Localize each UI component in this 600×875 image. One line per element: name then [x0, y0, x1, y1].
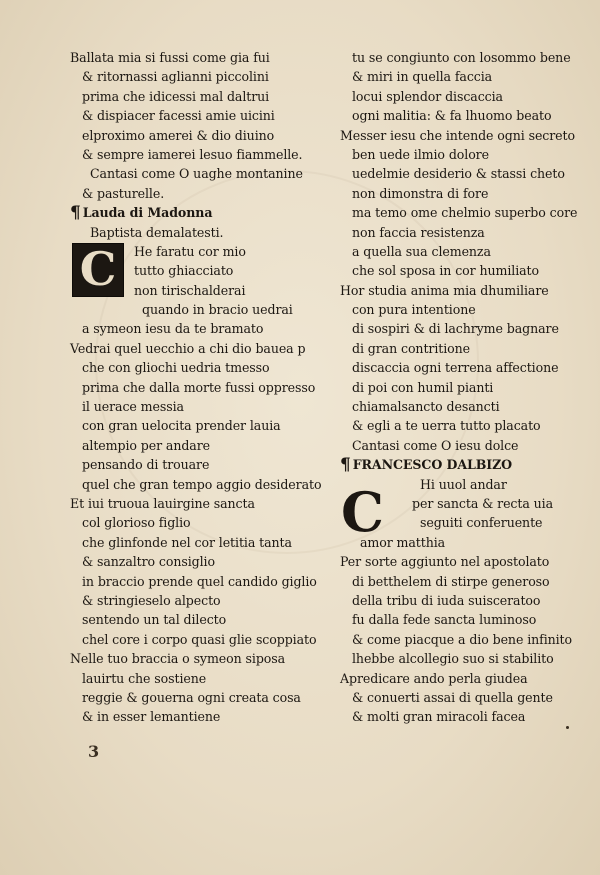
text-line: che con gliochi uedria tmesso [82, 360, 270, 376]
decorated-initial: C [72, 243, 124, 297]
text-line: chel core i corpo quasi glie scoppiato [82, 631, 317, 647]
section-heading: ¶ FRANCESCO DALBIZO [340, 455, 513, 476]
text-line: ma temo ome chelmio superbo core [352, 205, 578, 221]
text-line: seguiti conferuente [420, 515, 543, 531]
text-line: Cantasi come O uaghe montanine [90, 166, 303, 182]
large-initial: C [341, 480, 384, 544]
text-line: che glinfonde nel cor letitia tanta [82, 534, 292, 550]
left-column [70, 48, 330, 727]
text-line: non tirischalderai [134, 282, 246, 298]
text-line: lauirtu che sostiene [82, 670, 207, 686]
text-line: Vedrai quel uecchio a chi dio bauea p [70, 340, 306, 356]
text-line: He faratu cor mio [134, 243, 246, 259]
text-line: Messer iesu che intende ogni secreto [340, 127, 575, 143]
text-line: locui splendor discaccia [352, 88, 503, 104]
text-line: Et iui truoua lauirgine sancta [70, 495, 255, 511]
text-line: Cantasi come O iesu dolce [352, 437, 519, 453]
text-line: pensando di trouare [82, 457, 210, 473]
text-line: uedelmie desiderio & stassi cheto [352, 166, 565, 182]
text-line: della tribu di iuda suisceratoo [352, 592, 541, 608]
text-line: & stringieselo alpecto [82, 592, 221, 608]
text-line: di betthelem di stirpe generoso [352, 573, 550, 589]
text-line: lhebbe alcollegio suo si stabilito [352, 651, 554, 667]
text-line: & dispiacer facessi amie uicini [82, 108, 275, 124]
text-line: & sanzaltro consiglio [82, 554, 215, 570]
signature-mark: 3 [88, 742, 100, 761]
text-line: & conuerti assai di quella gente [352, 689, 553, 705]
text-line: & miri in quella faccia [352, 69, 493, 85]
pilcrow-icon: ¶ [340, 455, 351, 476]
text-line: con pura intentione [352, 302, 476, 318]
text-line: & egli a te uerra tutto placato [352, 418, 541, 434]
text-line: & pasturelle. [82, 185, 165, 201]
text-line: Ballata mia si fussi come gia fui [70, 50, 270, 65]
text-line: & sempre iamerei lesuo fiammelle. [82, 146, 303, 162]
text-line: Apredicare ando perla giudea [340, 670, 528, 686]
pilcrow-icon: ¶ [70, 203, 81, 224]
text-line: tutto ghiacciato [134, 263, 234, 279]
text-line: di sospiri & di lachryme bagnare [352, 321, 559, 337]
text-line: ogni malitia: & fa lhuomo beato [352, 108, 552, 124]
text-line: & molti gran miracoli facea [352, 709, 526, 725]
text-line: & in esser lemantiene [82, 709, 221, 725]
text-line: in braccio prende quel candido giglio [82, 573, 317, 589]
text-line: Per sorte aggiunto nel apostolato [340, 554, 550, 570]
text-line: il uerace messia [82, 399, 184, 415]
text-line: con gran uelocita prender lauia [82, 418, 281, 434]
text-line: non dimonstra di fore [352, 185, 489, 201]
text-line: quel che gran tempo aggio desiderato [82, 476, 322, 492]
text-line: & come piacque a dio bene infinito [352, 631, 573, 647]
text-line: elproximo amerei & dio diuino [82, 127, 275, 143]
text-line: fu dalla fede sancta luminoso [352, 612, 537, 628]
text-line: prima che dalla morte fussi oppresso [82, 379, 316, 395]
text-line: quando in bracio uedrai [142, 302, 293, 318]
text-line: altempio per andare [82, 437, 210, 453]
text-line: Hor studia anima mia dhumiliare [340, 282, 549, 298]
text-line: sentendo un tal dilecto [82, 612, 227, 628]
text-line: & ritornassi aglianni piccolini [82, 69, 269, 85]
text-line: Nelle tuo braccia o symeon siposa [70, 651, 286, 667]
text-line: reggie & gouerna ogni creata cosa [82, 689, 301, 705]
text-line: Baptista demalatesti. [90, 224, 224, 240]
text-line: a symeon iesu da te bramato [82, 321, 264, 337]
text-line: tu se congiunto con losommo bene [352, 50, 571, 65]
text-line: prima che idicessi mal daltrui [82, 88, 270, 104]
text-line: a quella sua clemenza [352, 243, 491, 259]
text-line: che sol sposa in cor humiliato [352, 263, 539, 279]
text-line: discaccia ogni terrena affectione [352, 360, 559, 376]
text-line: amor matthia [360, 534, 446, 550]
text-line: Hi uuol andar [420, 476, 507, 492]
text-line: di poi con humil pianti [352, 379, 494, 395]
text-line: chiamalsancto desancti [352, 399, 500, 415]
section-heading: ¶ Lauda di Madonna [70, 203, 213, 224]
right-column [340, 48, 590, 727]
ink-dot [566, 726, 569, 729]
text-line: non faccia resistenza [352, 224, 485, 240]
text-line: col glorioso figlio [82, 515, 191, 531]
text-line: di gran contritione [352, 340, 470, 356]
text-line: ben uede ilmio dolore [352, 146, 489, 162]
text-line: per sancta & recta uia [412, 495, 554, 511]
